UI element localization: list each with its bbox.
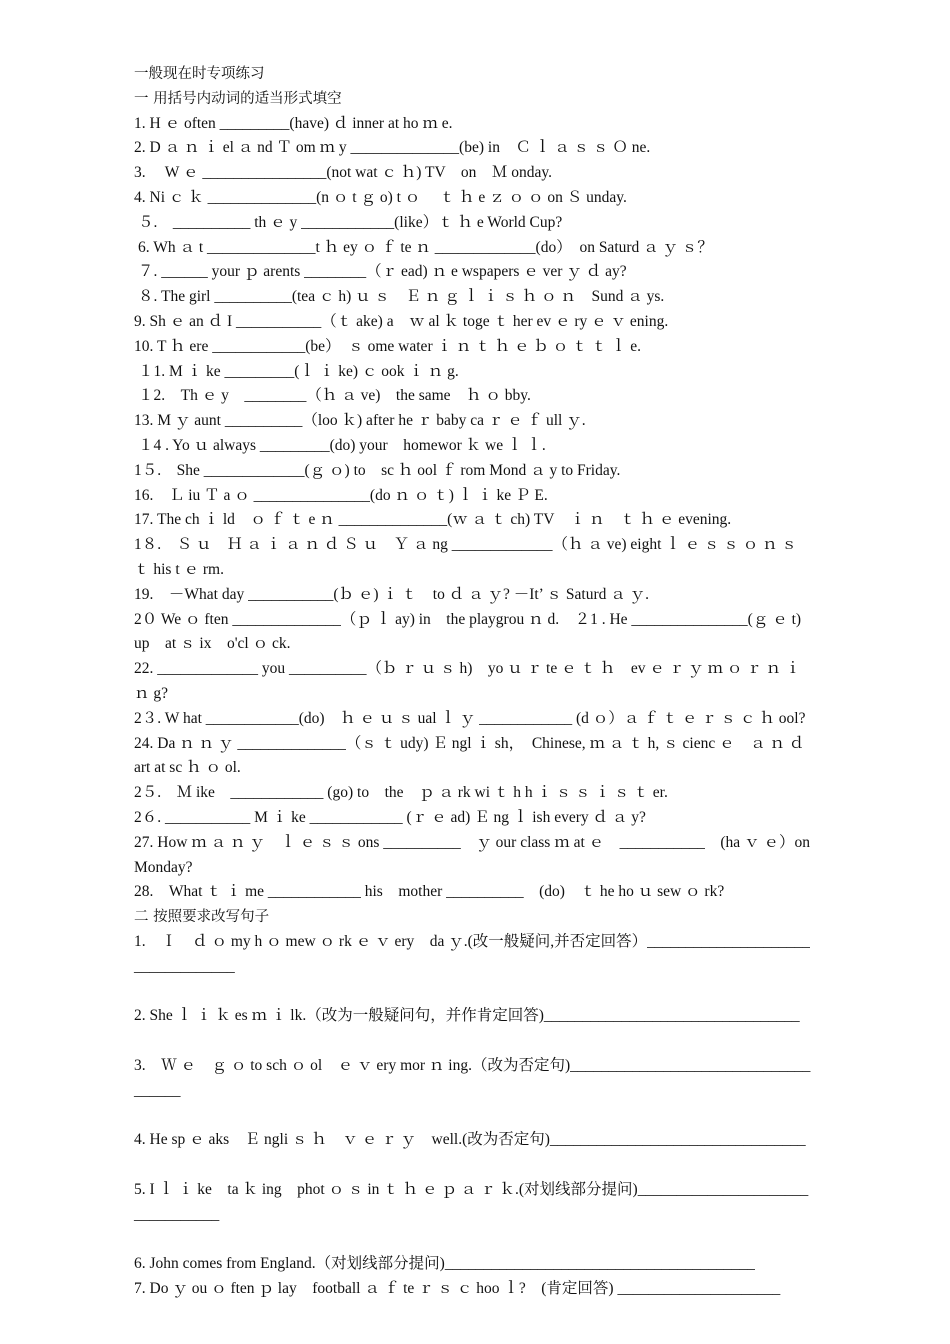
rewrite-item: 2. She ｌ ｉ ｋ es ｍ ｉ lk.（改为一般疑问句，并作肯定回答)_________________________________ [134, 1007, 800, 1025]
section-2-heading: 二 按照要求改写句子 [134, 909, 270, 926]
exercise-item: 10. T ｈ ere ____________(be） ｓ ome water ｉ ｎ ｔ ｈ ｅ ｂ ｏ ｔ ｔ ｌ e. [134, 337, 641, 355]
exercise-item: 1８. Ｓ ｕ Ｈ ａ ｉ ａ ｎ ｄ Ｓ ｕ Ｙ ａ ng _____________（ｈ ａ ve) eight ｌ ｅ ｓ ｓ ｏ ｎ ｓ ｔ his t ｅ rm. [134, 536, 798, 578]
worksheet-page [134, 62, 812, 1302]
exercise-item: ５. __________ th ｅ y ____________(like）ｔ ｈ e World Cup? [138, 213, 563, 231]
exercise-item: 22. _____________ you __________（ｂ ｒ ｕ ｓ h) yo ｕ ｒ te ｅ ｔ ｈ ev ｅ ｒ ｙ ｍ ｏ ｒ ｎ ｉ ｎ g? [134, 660, 801, 702]
exercise-item: 16. Ｌ iu Ｔ a ｏ _______________(do ｎ ｏ ｔ) ｌ ｉ ke Ｐ E. [134, 486, 548, 504]
exercise-item: 24. Da ｎ ｎ ｙ ______________（ｓ ｔ udy) Ｅ ngl ｉ sh， Chinese, ｍ ａ ｔ h, ｓ cienc ｅ ａ ｎ ｄ art at sc ｈ ｏ ol. [134, 734, 805, 777]
section-1-heading: 一 用括号内动词的适当形式填空 [134, 90, 342, 107]
exercise-item: 2３. W hat ____________(do) ｈ ｅ ｕ ｓ ual ｌ ｙ ____________ (d ｏ）ａ ｆ ｔ ｅ ｒ ｓ ｃ ｈ ool? [134, 709, 806, 727]
page-title: 一般现在时专项练习 [134, 66, 265, 82]
exercise-item: 4. Ni ｃ ｋ ______________(n ｏ t ｇ o) t ｏ ｔ ｈ e ｚ ｏ ｏ on Ｓ unday. [134, 188, 627, 206]
exercise-item: 27. How ｍ ａ ｎ ｙ ｌ ｅ ｓ ｓ ons __________ ｙ our class ｍ at ｅ ___________ (ha ｖ ｅ）on Monday? [134, 833, 810, 876]
exercise-item: １1. M ｉ ke _________(ｌ ｉ ke) ｃ ook ｉ ｎ g. [138, 362, 459, 380]
exercise-item: 28. What ｔ ｉ me ____________ his mother __________ (do) ｔ he ho ｕ sew ｏ rk? [134, 883, 725, 901]
exercise-item: 2６. ___________ M ｉ ke ____________ (ｒ ｅ ad) Ｅ ng ｌ ish every ｄ ａ y? [134, 808, 646, 826]
rewrite-item: 4. He sp ｅ aks Ｅ ngli ｓ ｈ ｖ ｅ ｒ ｙ well.(改为否定句)_________________________________ [134, 1131, 806, 1149]
exercise-item: １2. Th ｅ y ________（ｈ ａ ve) the same ｈ ｏ bby. [138, 387, 531, 405]
answer-gap [134, 979, 812, 1004]
exercise-item: 2０ We ｏ ften ______________（ｐ ｌ ay) in the playgrou ｎ d. ２1 . He _______________(ｇ ｅ t) up at ｓ ix o'cl ｏ ck. [134, 610, 802, 653]
exercise-item: 2５. Ｍ ike ____________ (go) to the ｐ ａ rk wi ｔ h h ｉ ｓ ｓ ｉ ｓ ｔ er. [134, 784, 668, 802]
rewrite-item: 1. Ｉ ｄ ｏ my h ｏ mew ｏ rk ｅ ｖ ery da ｙ.(改一般疑问,并否定回答）__________________________________ [134, 932, 810, 975]
answer-gap [134, 1153, 812, 1178]
rewrite-item: 5. I ｌ ｉ ke ta ｋ ing phot ｏ ｓ in ｔ ｈ ｅ ｐ ａ ｒ ｋ.(对划线部分提问)_________________________________ [134, 1180, 809, 1223]
answer-gap [134, 1103, 812, 1128]
answer-gap [134, 1227, 812, 1252]
exercise-item: 2. D ａ ｎ ｉ el ａ nd Ｔ om ｍ y ______________(be) in Ｃ ｌ ａ ｓ ｓ Ｏ ne. [134, 139, 651, 157]
exercise-item: 19. －What day ___________(ｂ ｅ) ｉ ｔ to ｄ ａ ｙ? －It’ ｓ Saturd ａ ｙ. [134, 585, 650, 603]
rewrite-item: 6. John comes from England.（对划线部分提问)________________________________________ [134, 1255, 755, 1273]
exercise-item: 9. Sh ｅ an ｄ I ___________（ｔ ake) a ｗ al ｋ toge ｔ her ev ｅ ry ｅ ｖ ening. [134, 312, 669, 330]
exercise-item: ８. The girl __________(tea ｃ h) ｕ ｓ Ｅ ｎ ｇ ｌ ｉ ｓ ｈ ｏ ｎ Sund ａ ys. [138, 288, 665, 306]
exercise-item: 6. Wh ａ t ______________t ｈ ey ｏ ｆ te ｎ _____________(do） on Saturd ａ ｙ ｓ？ [138, 238, 713, 256]
exercise-item: 1. H ｅ often _________(have) ｄ inner at ho ｍ e. [134, 114, 453, 132]
exercise-item: 3. W ｅ ________________(not wat ｃ ｈ) TV on Ｍ onday. [134, 164, 553, 182]
exercise-item: １4 . Yo ｕ always _________(do) your homewor ｋ we ｌ ｌ. [138, 436, 546, 454]
exercise-item: ７. ______ your ｐ arents ________（ｒ ead) ｎ e wspapers ｅ ver ｙ ｄ ay? [138, 263, 627, 281]
exercise-item: 17. The ch ｉ ld ｏ ｆ ｔ e ｎ ______________(ｗ ａ ｔ ch) TV ｉ ｎ ｔ ｈ ｅ evening. [134, 511, 732, 529]
rewrite-item: 7. Do ｙ ou ｏ ften ｐ lay football ａ ｆ te ｒ ｓ ｃ hoo ｌ? (肯定回答) _____________________ [134, 1280, 781, 1298]
exercise-item: 1５. She _____________(ｇ ｏ) to sc ｈ ool ｆ rom Mond ａ y to Friday. [134, 461, 621, 479]
exercise-item: 13. M ｙ aunt __________（loo ｋ) after he ｒ baby ca ｒ ｅ ｆ ull ｙ. [134, 412, 586, 430]
rewrite-item: 3. Ｗ ｅ ｇ ｏ to sch ｏ ol ｅ ｖ ery mor ｎ ing.（改为否定句)_____________________________________ [134, 1056, 811, 1099]
answer-gap [134, 1029, 812, 1054]
